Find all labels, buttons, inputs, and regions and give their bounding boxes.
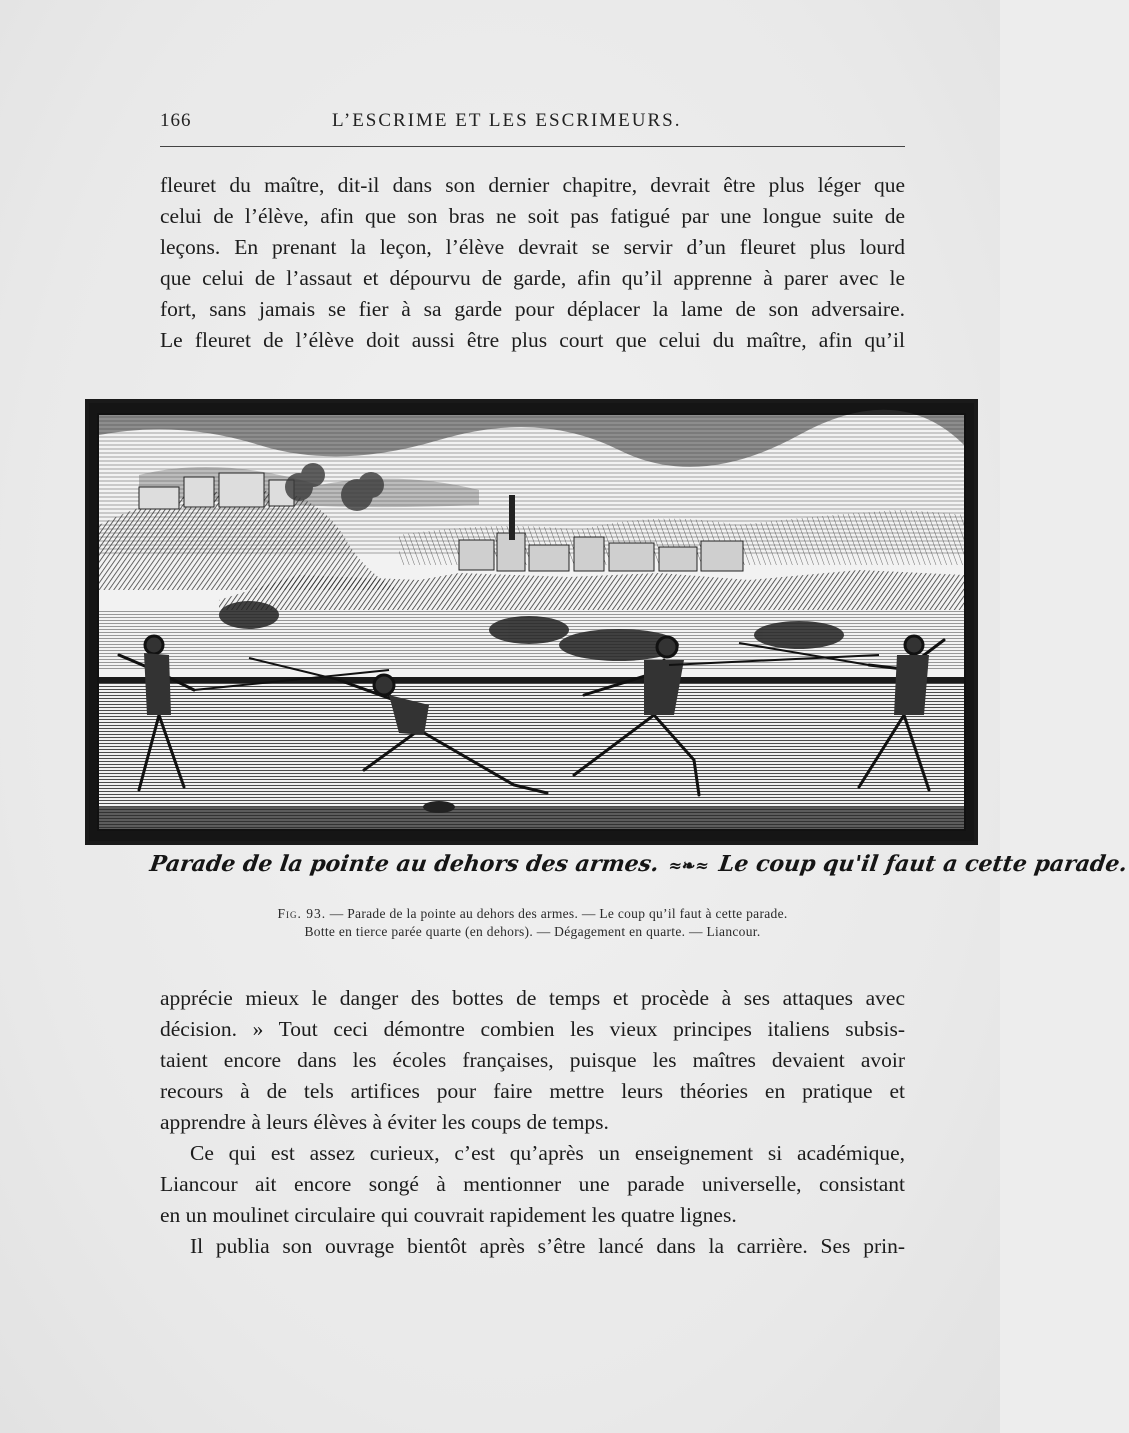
plate-caption-right: Le coup qu'il faut a cette parade. bbox=[717, 851, 1129, 877]
engraving-figure bbox=[85, 399, 978, 845]
running-title: L’ESCRIME ET LES ESCRIMEURS. bbox=[332, 110, 682, 131]
text-line: apprendre à leurs élèves à éviter les coups de temps. bbox=[160, 1110, 609, 1134]
text-line: taient encore dans les écoles françaises, puisque les maîtres devaient avoir bbox=[160, 1048, 905, 1072]
page-number: 166 bbox=[160, 110, 192, 131]
text-line: Ce qui est assez curieux, c’est qu’après un enseignement si académique, bbox=[190, 1141, 905, 1165]
text-line: celui de l’élève, afin que son bras ne soit pas fatigué par une longue suite de bbox=[160, 204, 905, 228]
text-line: en un moulinet circulaire qui couvrait rapidement les quatre lignes. bbox=[160, 1203, 737, 1227]
engraving-illustration bbox=[97, 413, 966, 831]
text-line: fort, sans jamais se fier à sa garde pour déplacer la lame de son adversaire. bbox=[160, 297, 905, 321]
figure-caption-line-1 bbox=[160, 905, 905, 923]
plate-caption-left: Parade de la pointe au dehors des armes. bbox=[148, 851, 661, 877]
figure-caption-line-2: Botte en tierce parée quarte (en dehors). — Dégagement en quarte. — Liancour. bbox=[304, 924, 761, 939]
text-line: apprécie mieux le danger des bottes de temps et procède à ses attaques avec bbox=[160, 986, 905, 1010]
text-line: que celui de l’assaut et dépourvu de garde, afin qu’il apprenne à parer avec le bbox=[160, 266, 905, 290]
text-line: leçons. En prenant la leçon, l’élève devrait se servir d’un fleuret plus lourd bbox=[160, 235, 905, 259]
text-line: Le fleuret de l’élève doit aussi être plus court que celui du maître, afin qu’il bbox=[160, 328, 905, 352]
plate-caption bbox=[148, 851, 1129, 877]
text-line: recours à de tels artifices pour faire mettre leurs théories en pratique et bbox=[160, 1079, 905, 1103]
text-line: fleuret du maître, dit-il dans son dernier chapitre, devrait être plus léger que bbox=[160, 173, 905, 197]
figure-caption-text: — Parade de la pointe au dehors des armes. — Le coup qu’il faut à cette parade. bbox=[326, 906, 788, 921]
running-header bbox=[160, 110, 905, 140]
ornament-separator: ≈❧≈ bbox=[667, 856, 711, 875]
text-line: Liancour ait encore songé à mentionner une parade universelle, consistant bbox=[160, 1172, 905, 1196]
figure-caption bbox=[160, 905, 905, 941]
text-line: Il publia son ouvrage bientôt après s’être lancé dans la carrière. Ses prin- bbox=[190, 1234, 905, 1258]
paragraph-1 bbox=[160, 170, 905, 356]
figure-label: Fig. 93. bbox=[277, 906, 327, 921]
text-line: décision. » Tout ceci démontre combien les vieux principes italiens subsis- bbox=[160, 1017, 905, 1041]
paragraph-2 bbox=[160, 983, 905, 1262]
header-rule bbox=[160, 146, 905, 147]
